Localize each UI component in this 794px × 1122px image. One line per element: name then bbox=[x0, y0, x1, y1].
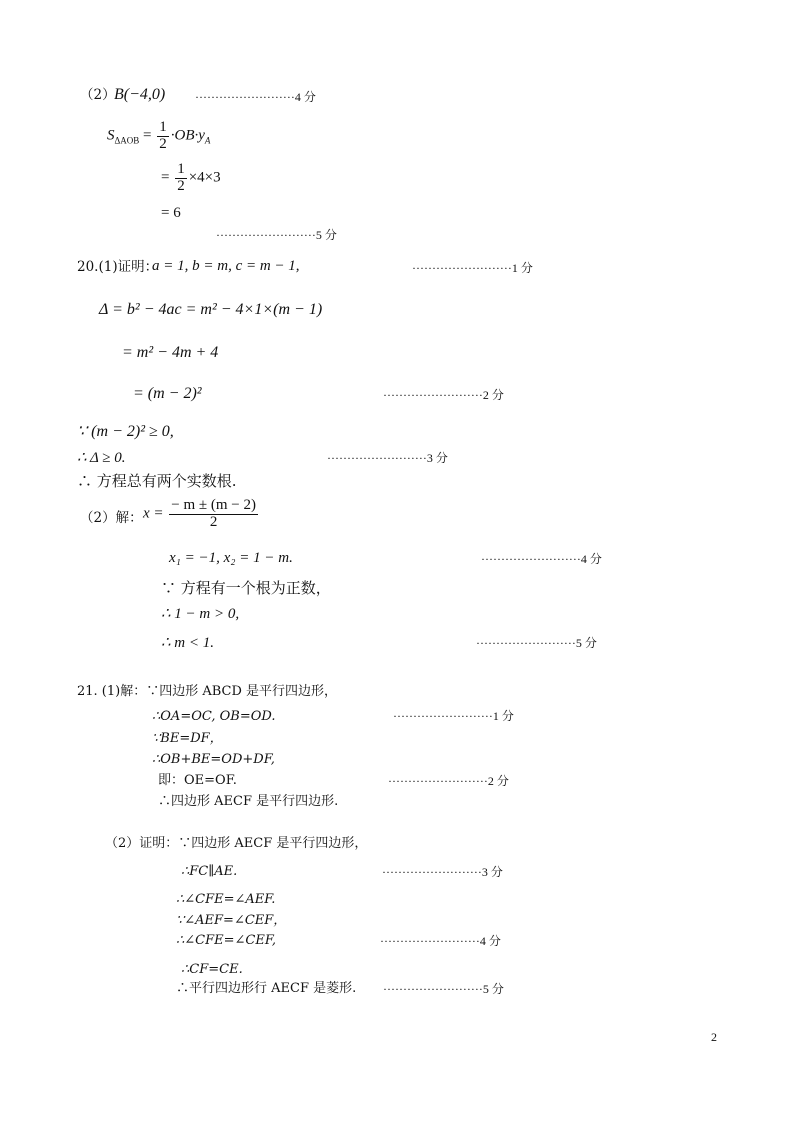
q21-m5: ∴CF=CE. bbox=[181, 962, 243, 977]
q21-score-3: ·························3 分 bbox=[382, 865, 503, 879]
q20-inequality1: ∴ 1 − m > 0, bbox=[161, 606, 240, 622]
q20-roots: x₁ = −1, x₂ = 1 − m. bbox=[169, 550, 293, 566]
q20-quadratic-formula bbox=[143, 498, 260, 531]
fraction-half: $\frac{1}{2}$ bbox=[159, 119, 167, 152]
q20-since: ∵ (m − 2)² ≥ 0, bbox=[77, 423, 174, 440]
q21-score-1: ·························1 分 bbox=[393, 709, 514, 723]
q20-discriminant: Δ = b² − 4ac = m² − 4×1×(m − 1) bbox=[99, 301, 323, 318]
q19-score-5: ·························5 分 bbox=[216, 228, 337, 242]
area-symbol: S bbox=[107, 127, 115, 144]
q21-line5: ∴四边形 AECF 是平行四边形. bbox=[158, 794, 339, 809]
q20-inequality2: ∴ m < 1. bbox=[161, 635, 214, 651]
x-denominator: 2 bbox=[209, 513, 218, 530]
q21-score-4: ·························4 分 bbox=[380, 934, 501, 948]
fraction-half-2: $\frac{1}{2}$ bbox=[177, 161, 185, 194]
q21-m3: ∵∠AEF=∠CEF， bbox=[176, 913, 287, 928]
q20-part2-label: （2）解： bbox=[80, 510, 143, 526]
q19-point-b: B(−4,0) bbox=[114, 86, 166, 103]
q20-score-1: ·························1 分 bbox=[412, 261, 533, 275]
q20-part1-label: 20.(1)证明： bbox=[77, 259, 159, 275]
q20-score-5: ·························5 分 bbox=[476, 636, 597, 650]
q21-line4: 即：OE=OF. bbox=[158, 773, 237, 788]
q19-part2-label: （2） bbox=[80, 87, 116, 103]
q19-score-4: ·························4 分 bbox=[195, 90, 316, 104]
y-subscript: A bbox=[204, 135, 211, 146]
x-numerator: − m ± (m − 2) bbox=[171, 497, 257, 513]
q19-area-equation: $S_{\Delta AOB}$ = $\frac{1}{2}$ $\cdot OB\cdot y_A$ bbox=[107, 119, 211, 152]
q20-coefficients: a = 1, b = m, c = m − 1, bbox=[152, 258, 300, 274]
q21-m6: ∴平行四边形行 AECF 是菱形. bbox=[176, 981, 357, 996]
q21-m1: ∴FC∥AE. bbox=[181, 864, 238, 879]
q21-line3: ∴OB+BE=OD+DF, bbox=[152, 752, 275, 767]
page-number: 2 bbox=[711, 1030, 717, 1044]
q20-conclusion: ∴ 方程总有两个实数根. bbox=[77, 472, 237, 490]
q21-part1-intro: 21. (1)解：∵四边形 ABCD 是平行四边形， bbox=[77, 684, 338, 699]
area-subscript: ΔAOB bbox=[114, 135, 140, 146]
q21-score-5: ·························5 分 bbox=[383, 982, 504, 996]
q20-score-3: ·························3 分 bbox=[327, 451, 448, 465]
q21-line2: ∵BE=DF， bbox=[152, 731, 223, 746]
q21-part2-intro: （2）证明：∵四边形 AECF 是平行四边形， bbox=[105, 836, 368, 851]
q21-m2: ∴∠CFE=∠AEF. bbox=[176, 892, 276, 907]
q21-line1: ∴OA=OC, OB=OD. bbox=[152, 709, 276, 724]
q20-since2: ∵ 方程有一个根为正数， bbox=[161, 579, 331, 597]
q20-step3: = (m − 2)² bbox=[133, 385, 202, 402]
q21-score-2: ·························2 分 bbox=[388, 774, 509, 788]
q20-therefore: ∴ Δ ≥ 0. bbox=[77, 450, 126, 466]
x-lhs: x = bbox=[143, 505, 164, 522]
q20-score-2: ·························2 分 bbox=[383, 388, 504, 402]
q21-m4: ∴∠CFE=∠CEF, bbox=[176, 933, 276, 948]
q20-step2: = m² − 4m + 4 bbox=[122, 344, 219, 361]
q19-area-result: = 6 bbox=[161, 205, 181, 221]
x-fraction bbox=[169, 498, 258, 531]
q19-area-step2: = $\frac{1}{2}$ ×4×3 bbox=[161, 161, 221, 194]
q20-score-4: ·························4 分 bbox=[481, 552, 602, 566]
area-step2-expression: ×4×3 bbox=[188, 169, 221, 186]
area-expression: ·OB·y bbox=[170, 127, 205, 144]
